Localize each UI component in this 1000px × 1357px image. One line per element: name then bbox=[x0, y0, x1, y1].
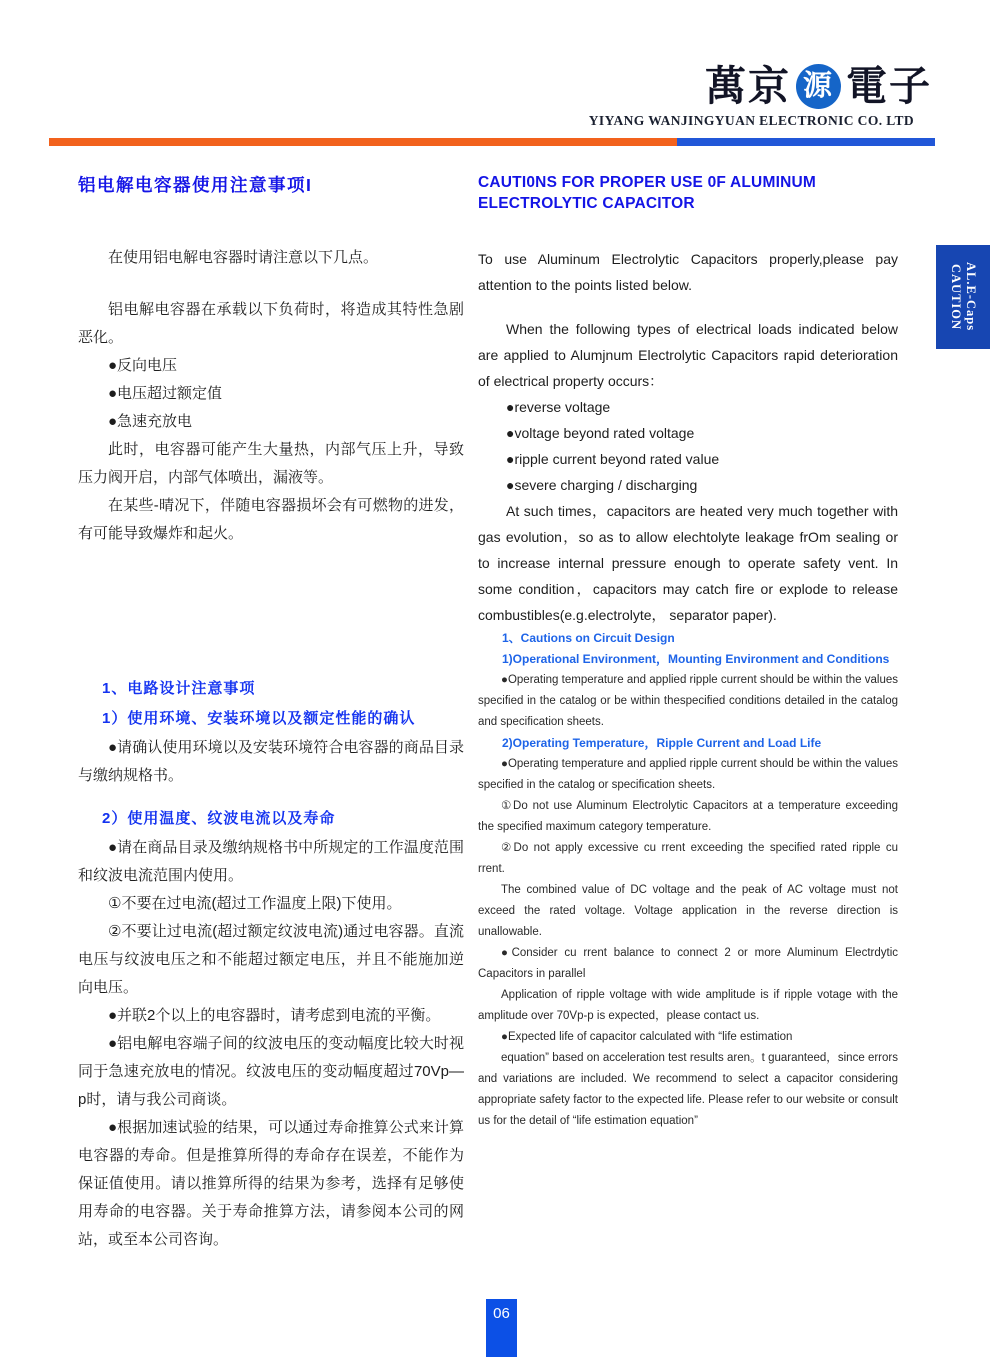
paragraph-en: When the following types of electrical loads indicated below are applied to Alumjnum Electrolytic Capacitors rapid deterioration of electrical property occurs： bbox=[478, 321, 898, 389]
section-heading-cn: 1）使用环境、安装环境以及额定性能的确认 bbox=[102, 710, 416, 727]
bullet-item-en: ●reverse voltage bbox=[506, 399, 611, 415]
side-tab-text bbox=[948, 262, 978, 331]
logo-text-left: 萬京 bbox=[705, 63, 791, 109]
paragraph-en: ②Do not apply excessive cu rrent exceeding the specified rated ripple cu rrent. bbox=[478, 842, 898, 875]
chinese-column bbox=[78, 172, 464, 1254]
logo-text-right: 電子 bbox=[846, 63, 932, 109]
bullet-item-en: ●Operating temperature and applied ripple current should be within the values specified in the catalog or be within thespecified conditions detailed in the catalog and specification sheets. bbox=[478, 674, 898, 728]
paragraph-en: equation” based on acceleration test results aren。t guaranteed，since errors and variations are included. We recommend to select a capacitor considering appropriate safety factor to the expected life. Please refer to our website or consult us for the detail of “life estimation equation” bbox=[478, 1052, 898, 1127]
logo-circle-icon bbox=[796, 64, 841, 109]
paragraph-cn: ②不要让过电流(超过额定纹波电流)通过电容器。直流电压与纹波电压之和不能超过额定电压，并且不能施加逆向电压。 bbox=[78, 923, 464, 996]
bullet-item-cn: ●根据加速试验的结果，可以通过寿命推算公式来计算电容器的寿命。但是推算所得的寿命存在误差，不能作为保证值使用。请以推算所得的结果为参考，选择有足够使用寿命的电容器。关于寿命推算方法，请参阅本公司的网站，或至本公司咨询。 bbox=[78, 1119, 464, 1248]
company-name: YIYANG WANJINGYUAN ELECTRONIC CO. LTD bbox=[588, 113, 914, 128]
bullet-item-en: ●ripple current beyond rated value bbox=[506, 451, 720, 467]
bullet-item-cn: ●请确认使用环境以及安装环境符合电容器的商品目录与缴纳规格书。 bbox=[78, 739, 464, 784]
bullet-item-en: ●Consider cu rrent balance to connect 2 or more Aluminum Electrdytic Capacitors in parallel bbox=[478, 947, 898, 980]
paragraph-cn: 在使用铝电解电容器时请注意以下几点。 bbox=[108, 249, 379, 266]
page-title-cn: 铝电解电容器使用注意事项I bbox=[78, 175, 313, 195]
bullet-item-cn: ●反向电压 bbox=[108, 357, 178, 374]
paragraph-en: Application of ripple voltage with wide amplitude is if ripple votage with the amplitude over 70Vp-p is expected，please contact us. bbox=[478, 989, 898, 1022]
bullet-item-cn: ●铝电解电容端子间的纹波电压的变动幅度比较大时视同于急速充放电的情况。纹波电压的变动幅度超过70Vp—p时，请与我公司商谈。 bbox=[78, 1035, 464, 1108]
logo-circle-char: 源 bbox=[802, 70, 834, 102]
logo-wordmark bbox=[589, 64, 932, 109]
bullet-item-en: ●voltage beyond rated voltage bbox=[506, 425, 695, 441]
bullet-item-en: ●Operating temperature and applied ripple current should be within the values specified in the catalog or specification sheets. bbox=[478, 758, 898, 791]
company-logo bbox=[589, 64, 932, 129]
paragraph-en: At such times，capacitors are heated very much together with gas evolution，so as to allow elechtolyte leakage frOm sealing or to increase internal pressure enough to operate safety vent. In some condition，capacitors may catch fire or explode to release combustibles(e.g.electrolyte， separator paper). bbox=[478, 503, 898, 623]
english-column bbox=[478, 172, 898, 1132]
side-tab-caution bbox=[936, 245, 990, 349]
bullet-item-en: ●Expected life of capacitor calculated with “life estimation bbox=[501, 1031, 793, 1043]
side-tab-line1: CAUTION bbox=[949, 263, 963, 331]
header-rule bbox=[49, 138, 935, 146]
section-heading-cn: 1、电路设计注意事项 bbox=[102, 680, 256, 697]
paragraph-cn: 此时，电容器可能产生大量热，内部气压上升，导致压力阀开启，内部气体喷出，漏液等。 bbox=[78, 441, 464, 486]
side-tab-line2: AL.E-Caps bbox=[964, 262, 978, 332]
section-heading-cn: 2）使用温度、纹波电流以及寿命 bbox=[102, 810, 336, 827]
paragraph-cn: ①不要在过电流(超过工作温度上限)下使用。 bbox=[108, 895, 402, 912]
header-rule-blue-segment bbox=[677, 138, 935, 146]
bullet-item-cn: ●急速充放电 bbox=[108, 413, 193, 430]
paragraph-cn: 在某些-晴况下，伴随电容器损坏会有可燃物的进发，有可能导致爆炸和起火。 bbox=[78, 497, 464, 542]
section-heading-en: 2)Operating Temperature，Ripple Current and Load Life bbox=[502, 736, 822, 750]
bullet-item-en: ●severe charging / discharging bbox=[506, 477, 698, 493]
bullet-item-cn: ●请在商品目录及缴纳规格书中所规定的工作温度范围和纹波电流范围内使用。 bbox=[78, 839, 464, 884]
page-number: 06 bbox=[493, 1305, 510, 1322]
section-heading-en: 1)Operational Environment，Mounting Environment and Conditions bbox=[502, 652, 890, 666]
paragraph-cn: 铝电解电容器在承载以下负荷时，将造成其特性急剧恶化。 bbox=[78, 301, 464, 346]
paragraph-en: ①Do not use Aluminum Electrolytic Capacitors at a temperature exceeding the specified maximum category temperature. bbox=[478, 800, 898, 833]
header-rule-orange-segment bbox=[49, 138, 677, 146]
bullet-item-cn: ●电压超过额定值 bbox=[108, 385, 223, 402]
bullet-item-cn: ●并联2个以上的电容器时，请考虑到电流的平衡。 bbox=[108, 1007, 441, 1024]
paragraph-en: To use Aluminum Electrolytic Capacitors properly,please pay attention to the points listed below. bbox=[478, 251, 898, 293]
page-title-en: CAUTI0NS FOR PROPER USE 0F ALUMINUM ELECTROLYTIC CAPACITOR bbox=[478, 174, 816, 212]
section-heading-en: 1、Cautions on Circuit Design bbox=[502, 631, 675, 645]
paragraph-en: The combined value of DC voltage and the peak of AC voltage must not exceed the rated voltage. Voltage application in the reverse direction is unallowable. bbox=[478, 884, 898, 938]
page-number-badge bbox=[486, 1299, 517, 1357]
